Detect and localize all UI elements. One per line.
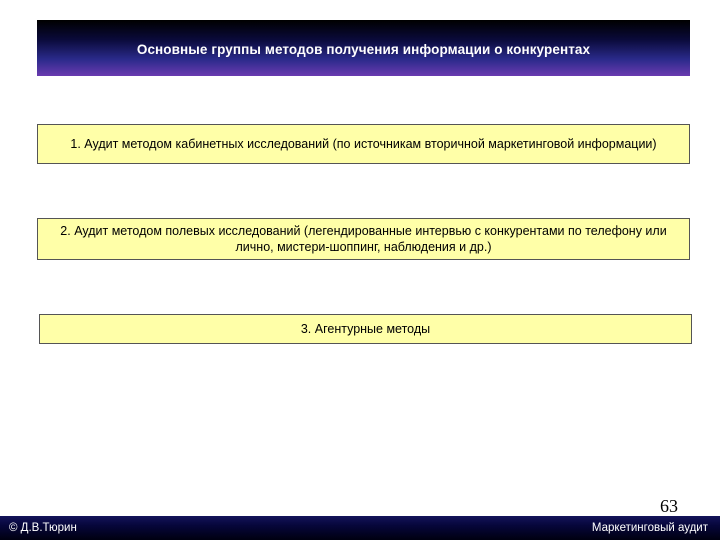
footer-course-title: Маркетинговый аудит (591, 522, 708, 534)
method-box-label: 1. Аудит методом кабинетных исследований (по источникам вторичной маркетинговой информации) (70, 137, 657, 151)
method-box-label: 3. Агентурные методы (300, 322, 431, 336)
title-banner (37, 20, 690, 76)
method-box-field-research (37, 218, 690, 260)
footer-bar (0, 516, 720, 540)
page-number: 63 (660, 496, 678, 516)
method-box-agent-methods (39, 314, 692, 344)
method-box-label: 2. Аудит методом полевых исследований (легендированные интервью с конкурентами по телефону или лично, мистери-шоппинг, наблюдения и др.) (60, 224, 667, 254)
method-box-cabinet-research (37, 124, 690, 164)
slide-title: Основные группы методов получения информации о конкурентах (136, 41, 591, 57)
footer-author: © Д.В.Тюрин (9, 522, 77, 534)
